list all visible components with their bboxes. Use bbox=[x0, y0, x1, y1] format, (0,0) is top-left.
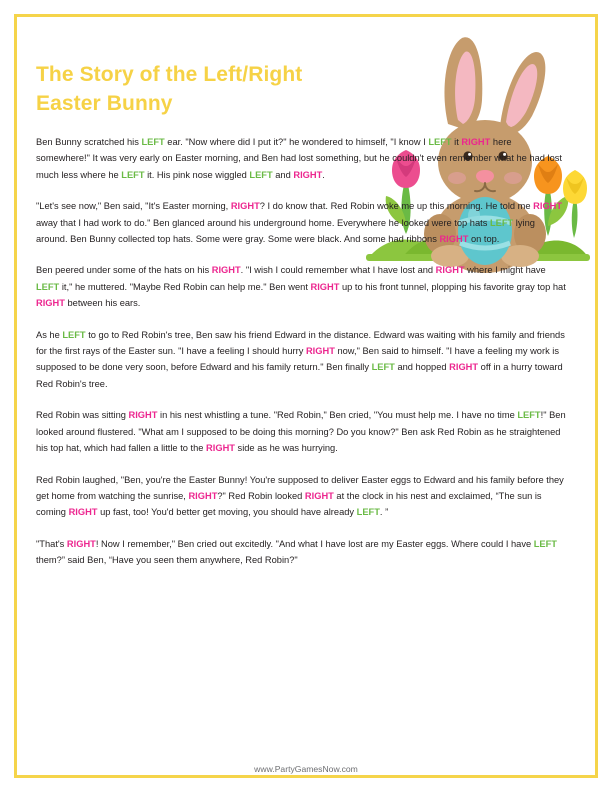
story-text: up to his front tunnel, plopping his favorite gray top hat bbox=[339, 281, 566, 292]
right-keyword: RIGHT bbox=[66, 538, 96, 549]
story-text: it bbox=[451, 137, 462, 147]
story-text: Red Robin was sitting bbox=[36, 410, 129, 421]
story-text: and hopped bbox=[394, 362, 450, 373]
left-keyword: LEFT bbox=[533, 538, 557, 549]
right-keyword: RIGHT bbox=[230, 201, 260, 212]
right-keyword: RIGHT bbox=[449, 362, 479, 373]
story-paragraph bbox=[36, 198, 566, 247]
story-text: and bbox=[272, 169, 294, 180]
story-text: on top. bbox=[468, 234, 500, 245]
right-keyword: RIGHT bbox=[304, 490, 334, 501]
document-content bbox=[32, 46, 580, 774]
story-text: !" Ben looked around flustered. "What am I supposed to be doing this morning? Do you know?" Ben ask Red Robin as he straightened his top hat, which had fallen a little to the bbox=[36, 410, 566, 454]
story-text: Red Robin laughed, "Ben, you're the Easter Bunny! You're supposed to deliver Easter eggs to Edward and his family before they get home from watching the sunrise, bbox=[36, 474, 564, 501]
story-text: ! Now I remember," Ben cried out excitedly. "And what I have lost are my Easter eggs. Where could I have bbox=[95, 538, 534, 549]
story-paragraph bbox=[36, 134, 566, 183]
story-text: between his ears. bbox=[64, 298, 141, 309]
story-text: in his nest whistling a tune. "Red Robin," Ben cried, "You must help me. I have no time bbox=[157, 410, 518, 421]
story-text: at the clock in his nest and exclaimed, “The sun is coming bbox=[36, 490, 542, 518]
right-keyword: RIGHT bbox=[36, 298, 65, 309]
right-keyword: RIGHT bbox=[435, 265, 465, 276]
left-keyword: LEFT bbox=[141, 137, 165, 147]
right-keyword: RIGHT bbox=[128, 410, 158, 421]
story-text: lying around. Ben Bunny collected top hats. Some were gray. Some were black. And some had ribbons bbox=[36, 217, 535, 245]
story-text: off in a hurry toward Red Robin's tree. bbox=[36, 362, 563, 389]
story-text: it," he muttered. "Maybe Red Robin can help me." Ben went bbox=[59, 281, 311, 292]
story-paragraph bbox=[36, 407, 566, 456]
story-text: to go to Red Robin's tree, Ben saw his friend Edward in the distance. Edward was waiting with his family and friends for the first rays of the Easter sun. "I have a feeling I should hurry bbox=[36, 329, 565, 357]
story-text: "That's bbox=[36, 538, 67, 549]
left-keyword: LEFT bbox=[489, 217, 514, 228]
right-keyword: RIGHT bbox=[206, 443, 235, 454]
story-paragraph bbox=[36, 327, 566, 393]
left-keyword: LEFT bbox=[371, 362, 395, 373]
story-text: ? I do know that. Red Robin woke me up this morning. He told me bbox=[259, 201, 534, 212]
right-keyword: RIGHT bbox=[310, 281, 340, 292]
story-text: Ben peered under some of the hats on his bbox=[36, 265, 212, 276]
story-paragraph bbox=[36, 262, 566, 311]
left-keyword: LEFT bbox=[62, 329, 86, 340]
left-keyword: LEFT bbox=[428, 137, 452, 147]
story-text: where I might have bbox=[464, 265, 546, 276]
story-text: up fast, too! You'd better get moving, you should have already bbox=[97, 507, 357, 518]
story-text: it. His pink nose wiggled bbox=[144, 169, 250, 180]
story-text: . ” bbox=[379, 507, 389, 518]
story-text: side as he was hurrying. bbox=[234, 443, 338, 454]
story-text: . bbox=[322, 169, 325, 180]
left-keyword: LEFT bbox=[121, 169, 145, 180]
story-text: "Let's see now," Ben said, "It's Easter morning, bbox=[36, 201, 231, 212]
story-text: here somewhere!" It was very early on Easter morning, and Ben had lost something, but he couldn't even remember what he had lost much less where he bbox=[36, 137, 562, 180]
right-keyword: RIGHT bbox=[533, 201, 563, 212]
footer-url: www.PartyGamesNow.com bbox=[254, 764, 358, 774]
story-text: As he bbox=[36, 329, 63, 340]
right-keyword: RIGHT bbox=[461, 137, 491, 147]
story-text: Ben Bunny scratched his bbox=[36, 137, 142, 147]
right-keyword: RIGHT bbox=[188, 490, 218, 501]
left-keyword: LEFT bbox=[249, 169, 273, 180]
right-keyword: RIGHT bbox=[211, 265, 241, 276]
page-title: The Story of the Left/Right Easter Bunny bbox=[36, 63, 303, 115]
story-text: away that I had work to do." Ben glanced around his underground home. Everywhere he looked were top hats bbox=[36, 217, 490, 228]
right-keyword: RIGHT bbox=[293, 169, 323, 180]
left-keyword: LEFT bbox=[356, 507, 380, 518]
right-keyword: RIGHT bbox=[305, 346, 335, 357]
left-keyword: LEFT bbox=[517, 410, 541, 421]
right-keyword: RIGHT bbox=[68, 507, 98, 518]
story-paragraph bbox=[36, 536, 566, 569]
story-text: ?" Red Robin looked bbox=[217, 490, 305, 501]
story-paragraph bbox=[36, 472, 566, 521]
story-text: now," Ben said to himself. "I have a feeling my work is supposed to be done very soon, before Edward and his family return." Ben finally bbox=[36, 346, 560, 373]
right-keyword: RIGHT bbox=[439, 234, 469, 245]
story-text: . "I wish I could remember what I have lost and bbox=[240, 265, 436, 276]
left-keyword: LEFT bbox=[36, 281, 60, 292]
story-text: ear. "Now where did I put it?" he wondered to himself, "I know I bbox=[164, 137, 429, 147]
story-body bbox=[32, 134, 566, 569]
story-text: them?” said Ben, “Have you seen them anywhere, Red Robin?" bbox=[36, 555, 298, 566]
